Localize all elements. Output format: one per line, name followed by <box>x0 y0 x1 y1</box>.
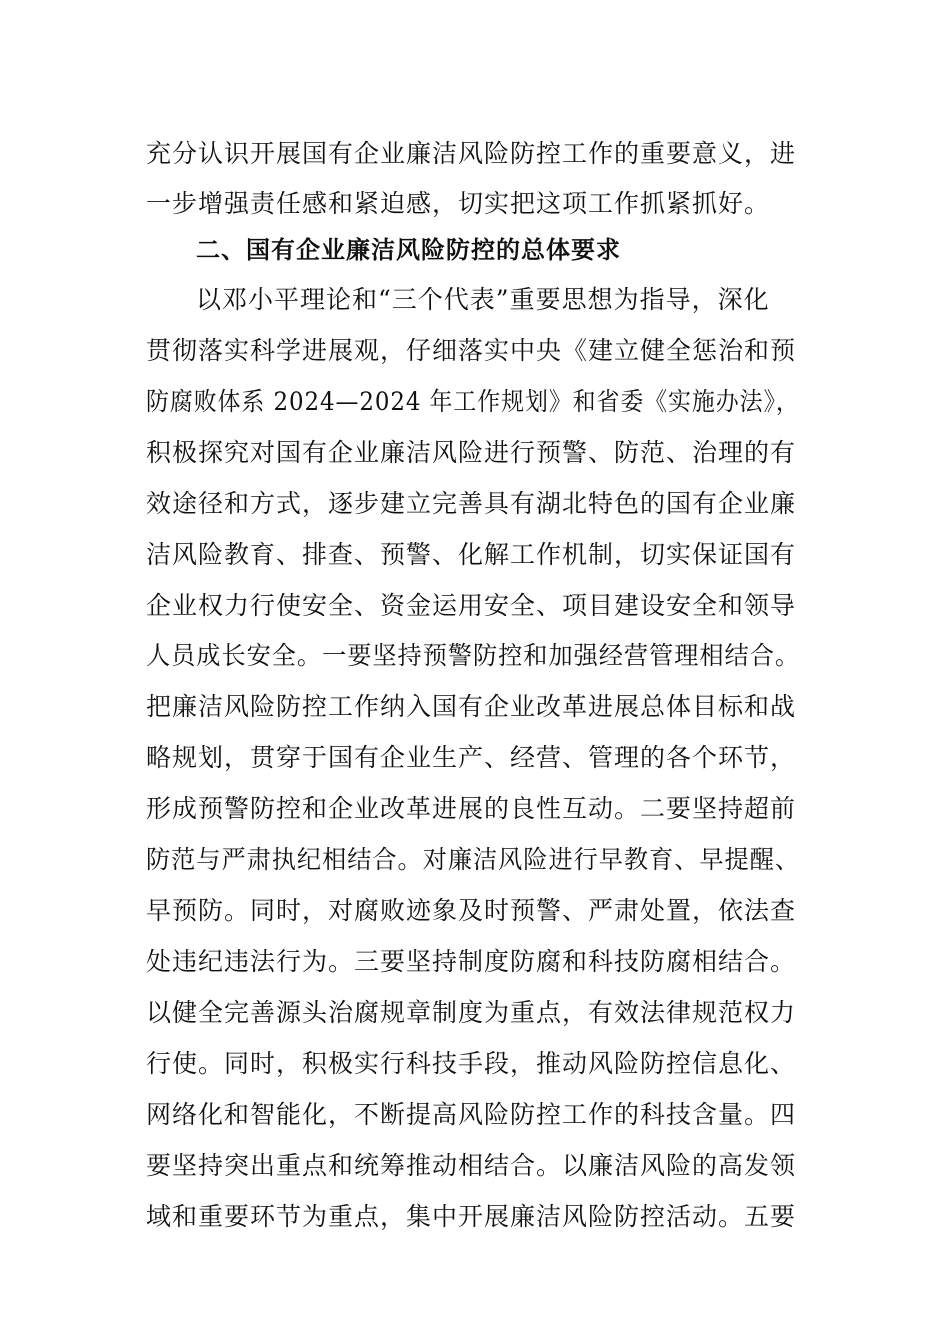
paragraph-line: 洁风险教育、排查、预警、化解工作机制，切实保证国有 <box>146 540 797 569</box>
paragraph-line: 网络化和智能化，不断提高风险防控工作的科技含量。四 <box>146 1100 797 1129</box>
section-heading: 二、国有企业廉洁风险防控的总体要求 <box>196 236 621 264</box>
paragraph-line: 以邓小平理论和“三个代表”重要思想为指导，深化 <box>196 285 770 314</box>
paragraph-line: 效途径和方式，逐步建立完善具有湖北特色的国有企业廉 <box>146 489 797 518</box>
paragraph-line: 积极探究对国有企业廉洁风险进行预警、防范、治理的有 <box>146 438 797 467</box>
paragraph-line: 略规划，贯穿于国有企业生产、经营、管理的各个环节， <box>146 743 797 772</box>
paragraph-line: 域和重要环节为重点，集中开展廉洁风险防控活动。五要 <box>146 1202 797 1231</box>
paragraph-line: 把廉洁风险防控工作纳入国有企业改革进展总体目标和战 <box>146 692 797 721</box>
paragraph-line: 处违纪违法行为。三要坚持制度防腐和科技防腐相结合。 <box>146 947 797 976</box>
paragraph-line: 贯彻落实科学进展观，仔细落实中央《建立健全惩治和预 <box>146 336 797 365</box>
paragraph-line: 充分认识开展国有企业廉洁风险防控工作的重要意义，进 <box>146 139 797 168</box>
paragraph-line: 企业权力行使安全、资金运用安全、项目建设安全和领导 <box>146 591 797 620</box>
paragraph-line: 防腐败体系 2024—2024 年工作规划》和省委《实施办法》， <box>146 387 800 416</box>
paragraph-line: 人员成长安全。一要坚持预警防控和加强经营管理相结合。 <box>146 641 801 670</box>
paragraph-line: 行使。同时，积极实行科技手段，推动风险防控信息化、 <box>146 1049 797 1078</box>
paragraph-line: 形成预警防控和企业改革进展的良性互动。二要坚持超前 <box>146 794 797 823</box>
paragraph-line: 要坚持突出重点和统筹推动相结合。以廉洁风险的高发领 <box>146 1151 797 1180</box>
paragraph-line: 以健全完善源头治腐规章制度为重点，有效法律规范权力 <box>146 998 797 1027</box>
paragraph-line: 一步增强责任感和紧迫感，切实把这项工作抓紧抓好。 <box>146 189 771 218</box>
paragraph-line: 早预防。同时，对腐败迹象及时预警、严肃处置，依法查 <box>146 896 797 925</box>
paragraph-line: 防范与严肃执纪相结合。对廉洁风险进行早教育、早提醒、 <box>146 845 801 874</box>
